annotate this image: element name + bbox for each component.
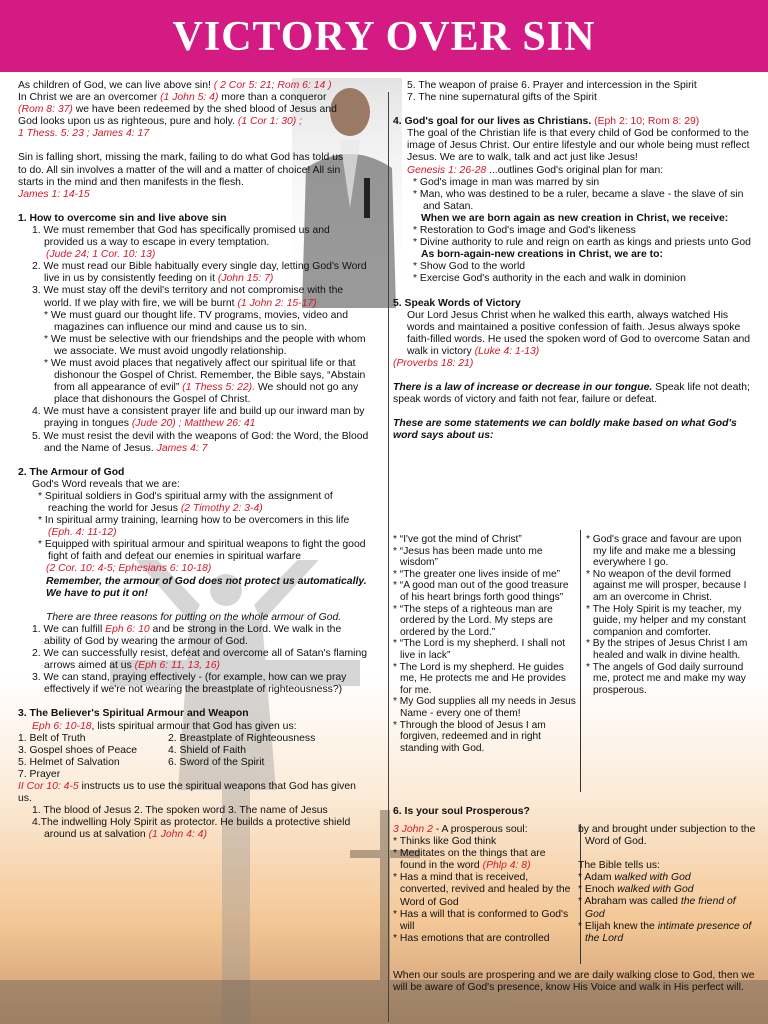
list-item bbox=[393, 909, 573, 933]
text-span: In Christ we are an overcomer bbox=[18, 92, 161, 104]
text-span: walked with God bbox=[617, 884, 694, 896]
list-item bbox=[393, 225, 755, 237]
text-line bbox=[18, 177, 370, 189]
text-span: 4.The indwelling Holy Spirit as protector. He builds a protective shield around us at salvation bbox=[32, 817, 351, 841]
text-span: * Abraham was called bbox=[578, 896, 681, 908]
text-span: * Adam bbox=[578, 872, 615, 884]
text-span: 1 Thess. 5: 23 ; James 4: 17 bbox=[18, 128, 150, 140]
text-span: (2 Cor. 10: 4-5; Ephesians 6: 10-18) bbox=[46, 563, 212, 575]
list-item bbox=[578, 921, 756, 945]
text-span: 5. We must resist the devil with the weapons of God: the Word, the Blood and the Name of Jesus. bbox=[32, 430, 369, 454]
text-span: (Eph 2: 10; Rom 8: 29) bbox=[594, 116, 700, 128]
list-item bbox=[18, 805, 370, 817]
text-span: Eph 6: 10 bbox=[105, 623, 150, 635]
text-span: (Jude 24; 1 Cor. 10: 13) bbox=[46, 249, 156, 261]
text-span: to do. All sin involves a matter of the will and a matter of choice! All sin bbox=[18, 164, 341, 176]
text-span: As born-again-new creations in Christ, we are to: bbox=[421, 249, 663, 261]
statement-item: * “Jesus has been made unto me wisdom” bbox=[393, 545, 543, 569]
text-span: starts in the mind and then manifests in the flesh. bbox=[18, 176, 244, 188]
statement-item: * “I've got the mind of Christ” bbox=[393, 534, 522, 545]
list-item bbox=[18, 249, 370, 261]
list-item bbox=[18, 817, 370, 841]
text-line bbox=[18, 128, 370, 140]
text-span: Genesis 1: 26-28 bbox=[407, 164, 490, 176]
statement-item: * The angels of God daily surround me, protect me and make my way prosperous. bbox=[586, 661, 746, 696]
text-span: we have been redeemed by the shed blood of Jesus and bbox=[72, 104, 337, 116]
statement-item: * “A good man out of the good treasure of his heart brings forth good things” bbox=[393, 580, 569, 603]
list-item bbox=[393, 848, 573, 872]
text-span: and be strong in the Lord. We walk in the ability of God by wearing the armour of God. bbox=[44, 623, 342, 647]
statement-item: * God's grace and favour are upon my life and make me a blessing everywhere I go. bbox=[586, 534, 742, 569]
list-item bbox=[18, 563, 370, 575]
list-item bbox=[18, 285, 370, 309]
text-span: * Restoration to God's image and God's likeness bbox=[413, 225, 636, 237]
text-span: * Show God to the world bbox=[413, 261, 526, 273]
list-item bbox=[393, 189, 755, 213]
text-span: * We must guard our thought life. TV programs, movies, video and magazines can influence our mind and cause us to sin. bbox=[44, 309, 348, 333]
text-span: God looks upon us as righteous, pure and holy. bbox=[18, 116, 238, 128]
text-line bbox=[18, 80, 370, 92]
text-span: (Eph 6: 11, 13, 16) bbox=[134, 660, 220, 672]
text-span: 3 John 2 bbox=[393, 824, 433, 835]
armour-item: 1. Belt of Truth bbox=[18, 732, 86, 744]
text-span: intimate presence of the Lord bbox=[585, 920, 752, 944]
armour-item: 6. Sword of the Spirit bbox=[168, 756, 265, 768]
text-span: , lists spiritual armour that God has given us: bbox=[91, 720, 297, 732]
statement-item: * By the stripes of Jesus Christ I am healed and walk in divine health. bbox=[586, 638, 748, 661]
list-item bbox=[393, 177, 755, 189]
left-column bbox=[18, 80, 370, 841]
section-5-body bbox=[393, 310, 755, 370]
weapons-list bbox=[18, 781, 370, 841]
text-span: * Has a mind that is received, converted, revived and healed by the Word of God bbox=[393, 872, 571, 908]
list-item bbox=[393, 824, 573, 836]
law-of-tongue-text bbox=[393, 382, 755, 406]
text-span: ...outlines God's original plan for man: bbox=[489, 164, 664, 176]
text-span: Speak life not death; speak words of victory and faith not fear, failure or defeat. bbox=[393, 382, 750, 406]
section-5-title: 5. Speak Words of Victory bbox=[393, 297, 521, 309]
list-item bbox=[393, 358, 755, 370]
list-item bbox=[18, 406, 370, 430]
list-item bbox=[393, 237, 755, 249]
list-item bbox=[18, 781, 370, 805]
text-span: 2. We must read our Bible habitually every single day, letting God's Word live in us by consistently feeding on it bbox=[32, 261, 367, 285]
text-span: (1 Thess 5: 22). bbox=[182, 382, 255, 394]
text-span: * Has a will that is conformed to God's will bbox=[393, 908, 569, 932]
text-span: * In spiritual army training, learning how to be overcomers in this life bbox=[38, 515, 350, 527]
text-line bbox=[18, 92, 370, 104]
list-item bbox=[578, 824, 756, 848]
text-line bbox=[18, 116, 370, 128]
text-span: instructs us to use the spiritual weapons that God has given us. bbox=[18, 780, 356, 805]
text-span: There is a law of increase or decrease in our tongue. bbox=[393, 382, 653, 394]
armour-row bbox=[18, 733, 370, 745]
armour-item: 2. Breastplate of Righteousness bbox=[168, 732, 316, 744]
text-span: the friend of God bbox=[585, 896, 736, 920]
text-span: * Equipped with spiritual armour and spiritual weapons to fight the good fight of faith and defeat our enemies in spiritual warfare bbox=[38, 539, 366, 563]
sin-definition bbox=[18, 152, 370, 200]
section-4-body bbox=[393, 128, 755, 285]
list-item bbox=[18, 491, 370, 515]
text-span: * Elijah knew the bbox=[578, 920, 658, 932]
list-item bbox=[18, 576, 370, 600]
text-span: * Thinks like God think bbox=[393, 836, 497, 848]
section-2-list bbox=[18, 479, 370, 697]
text-span: * Exercise God's authority in the each and walk in dominion bbox=[413, 273, 686, 285]
section-3-intro bbox=[18, 721, 370, 733]
text-span: 2. We can successfully resist, defeat and overcome all of Satan's flaming arrows aimed at us bbox=[32, 648, 368, 672]
list-item bbox=[578, 848, 756, 860]
text-line bbox=[18, 189, 370, 201]
text-span: (Jude 20) ; Matthew 26: 41 bbox=[131, 418, 256, 430]
list-item bbox=[18, 648, 370, 672]
statement-item: * The Holy Spirit is my teacher, my guide, my helper and my constant companion and comforter. bbox=[586, 603, 746, 638]
text-span: * Man, who was destined to be a ruler, became a slave - the slave of sin and Satan. bbox=[413, 188, 744, 212]
text-span: - A prosperous soul: bbox=[432, 824, 528, 835]
list-item bbox=[18, 624, 370, 648]
text-span: 4. We must have a consistent prayer life and build up our inward man by praying in tongues bbox=[32, 406, 365, 430]
armour-item bbox=[168, 769, 318, 781]
list-item bbox=[18, 261, 370, 285]
text-span: (1 John 5: 4) bbox=[160, 92, 219, 104]
list-item bbox=[18, 334, 370, 358]
section-1-list bbox=[18, 225, 370, 455]
section-6-right-list bbox=[578, 824, 756, 945]
text-span: by and brought under subjection to the Word of God. bbox=[578, 824, 756, 848]
statement-item: * Through the blood of Jesus I am forgiven, redeemed and in right standing with God. bbox=[393, 719, 546, 754]
text-span: James 1: 14-15 bbox=[18, 188, 90, 200]
text-span: 1. We can fulfill bbox=[32, 623, 106, 635]
armour-row bbox=[18, 757, 370, 769]
section-6-left-list bbox=[393, 824, 573, 945]
text-span: * We must be selective with our friendships and the people with whom we associate. We must avoid ungodly relationship. bbox=[44, 333, 366, 357]
text-span: Our Lord Jesus Christ when he walked this earth, always watched His words and maintained a positive confession of faith. Jesus always spoke faith-filled words. He used the spoken word of God to overcome Satan and walk in victory bbox=[407, 309, 751, 357]
text-span: II Cor 10: 4-5 bbox=[18, 780, 82, 792]
text-span: 1. We must remember that God has specifically promised us and provided us a way to escape in every temptation. bbox=[32, 224, 330, 249]
section-4-title bbox=[393, 116, 755, 128]
list-item bbox=[18, 539, 370, 563]
text-span: When we are born again as new creation in Christ, we receive: bbox=[421, 212, 729, 224]
text-span: more than a conqueror bbox=[218, 92, 327, 104]
closing-text: When our souls are prospering and we are daily walking close to God, then we will be aware of God's presence, know His Voice and walk in His perfect will. bbox=[393, 970, 755, 994]
armour-item: 4. Shield of Faith bbox=[168, 744, 246, 756]
list-item bbox=[18, 358, 370, 406]
list-item bbox=[18, 600, 370, 612]
text-span: 1. The blood of Jesus 2. The spoken word 3. The name of Jesus bbox=[32, 805, 328, 817]
armour-row bbox=[18, 769, 370, 781]
text-span: (Phlp 4: 8) bbox=[482, 860, 531, 872]
text-span: (Eph. 4: 11-12) bbox=[48, 527, 117, 539]
text-span: * Has emotions that are controlled bbox=[393, 932, 550, 944]
text-span: (1 John 2: 15-17) bbox=[237, 297, 317, 309]
statements-intro: These are some statements we can boldly make based on what God's word says about us: bbox=[393, 418, 737, 442]
armour-item: 5. Helmet of Salvation bbox=[18, 756, 120, 768]
list-item bbox=[393, 92, 755, 104]
text-span: * Spiritual soldiers in God's spiritual army with the assignment of reaching the world for Jesus bbox=[38, 490, 333, 514]
intro-text bbox=[18, 80, 370, 140]
column-divider bbox=[388, 92, 389, 1022]
text-span: 7. The nine supernatural gifts of the Spirit bbox=[407, 92, 597, 104]
statements-right-list bbox=[586, 534, 756, 696]
title-banner bbox=[0, 0, 768, 72]
list-item bbox=[578, 860, 756, 872]
list-item bbox=[18, 431, 370, 455]
statement-item: * “The Lord is my shepherd. I shall not live in lack” bbox=[393, 638, 566, 661]
list-item bbox=[18, 479, 370, 491]
text-span: We should not go any place that dishonours the Gospel of Christ. bbox=[54, 382, 359, 406]
armour-list bbox=[18, 733, 370, 781]
section-1-title: 1. How to overcome sin and live above sin bbox=[18, 212, 227, 224]
list-item bbox=[578, 896, 756, 920]
section-6-title: 6. Is your soul Prosperous? bbox=[393, 806, 530, 817]
text-span: The Bible tells us: bbox=[578, 860, 661, 872]
statements-divider bbox=[580, 530, 581, 792]
weapons-list-continued bbox=[393, 80, 755, 104]
list-item bbox=[393, 261, 755, 273]
list-item bbox=[393, 933, 573, 945]
text-span: James 4: 7 bbox=[156, 442, 208, 454]
text-span: (1 Cor 1: 30) ; bbox=[237, 116, 302, 128]
list-item bbox=[393, 836, 573, 848]
text-span: There are three reasons for putting on the whole armour of God. bbox=[46, 611, 342, 623]
list-item bbox=[393, 213, 755, 225]
list-item bbox=[393, 80, 755, 92]
list-item bbox=[578, 872, 756, 884]
text-span: 4. God's goal for our lives as Christians. bbox=[393, 116, 595, 128]
armour-item: 7. Prayer bbox=[18, 768, 61, 780]
text-span: walked with God bbox=[614, 872, 691, 884]
list-item bbox=[393, 249, 755, 261]
text-span: * We must avoid places that negatively affect our spiritual life or that dishonour the Gospel of Christ. Remember, the Bible says, “Abstain from all appearance of evil” bbox=[44, 357, 366, 394]
text-span: * Meditates on the things that are found in the word bbox=[393, 848, 546, 872]
statement-item: * My God supplies all my needs in Jesus Name - every one of them! bbox=[393, 696, 576, 719]
list-item bbox=[393, 872, 573, 908]
text-span: (John 15: 7) bbox=[217, 273, 274, 285]
section-6 bbox=[393, 806, 755, 818]
text-span: 5. The weapon of praise 6. Prayer and intercession in the Spirit bbox=[407, 80, 697, 91]
text-span: As children of God, we can live above sin! bbox=[18, 80, 214, 91]
text-line bbox=[18, 104, 370, 116]
text-span: (1 John 4: 4) bbox=[148, 829, 207, 841]
list-item bbox=[18, 612, 370, 624]
list-item bbox=[393, 165, 755, 177]
text-span: (Proverbs 18: 21) bbox=[393, 357, 474, 369]
text-span: Sin is falling short, missing the mark, failing to do what God has told us bbox=[18, 152, 344, 164]
list-item bbox=[18, 672, 370, 696]
list-item bbox=[18, 515, 370, 539]
armour-row bbox=[18, 745, 370, 757]
text-span: (Rom 8: 37) bbox=[18, 104, 73, 116]
text-span: * Divine authority to rule and reign on earth as kings and priests unto God bbox=[413, 237, 751, 249]
list-item bbox=[393, 128, 755, 164]
statement-item: * The Lord is my shepherd. He guides me, He protects me and He provides for me. bbox=[393, 661, 566, 696]
text-span: 3. We can stand, praying effectively - (for example, how can we pray effectively if we're not wearing the breastplate of righteousness?) bbox=[32, 672, 347, 696]
statements-left-list bbox=[393, 534, 576, 754]
list-item bbox=[393, 310, 755, 358]
section-2-title: 2. The Armour of God bbox=[18, 466, 125, 478]
right-column bbox=[393, 80, 755, 442]
text-span: ( 2 Cor 5: 21; Rom 6: 14 ) bbox=[213, 80, 332, 91]
list-item bbox=[578, 884, 756, 896]
text-span: Remember, the armour of God does not protect us automatically. We have to put it on! bbox=[46, 575, 367, 599]
text-line bbox=[18, 152, 370, 164]
section-3-title: 3. The Believer's Spiritual Armour and Weapon bbox=[18, 708, 249, 720]
list-item bbox=[18, 225, 370, 249]
text-span: * Enoch bbox=[578, 884, 618, 896]
statement-item: * “The steps of a righteous man are ordered by the Lord. My steps are ordered by the Lord.” bbox=[393, 603, 553, 638]
statement-item: * No weapon of the devil formed against me will prosper, because I am an overcome in Christ. bbox=[586, 568, 747, 603]
text-span: * God's image in man was marred by sin bbox=[413, 176, 600, 188]
text-span: (Luke 4: 1-13) bbox=[474, 345, 540, 357]
armour-item: 3. Gospel shoes of Peace bbox=[18, 744, 137, 756]
text-span: The goal of the Christian life is that every child of God be conformed to the image of Jesus Christ. Our entire lifestyle and our whole being must reflect Jesus. We are to walk, talk and act just like Jesus! bbox=[407, 128, 750, 164]
text-span: 3. We must stay off the devil's territory and not compromise with the world. If we play with fire, we will be burnt bbox=[32, 285, 344, 309]
statement-item: * “The greater one lives inside of me” bbox=[393, 568, 561, 580]
page-title: VICTORY OVER SIN bbox=[172, 14, 596, 60]
text-span: (2 Timothy 2: 3-4) bbox=[180, 503, 263, 514]
list-item bbox=[393, 273, 755, 285]
text-line bbox=[18, 165, 370, 177]
text-span: Eph 6: 10-18 bbox=[32, 720, 92, 732]
text-span: God's Word reveals that we are: bbox=[32, 478, 180, 490]
list-item bbox=[18, 310, 370, 334]
